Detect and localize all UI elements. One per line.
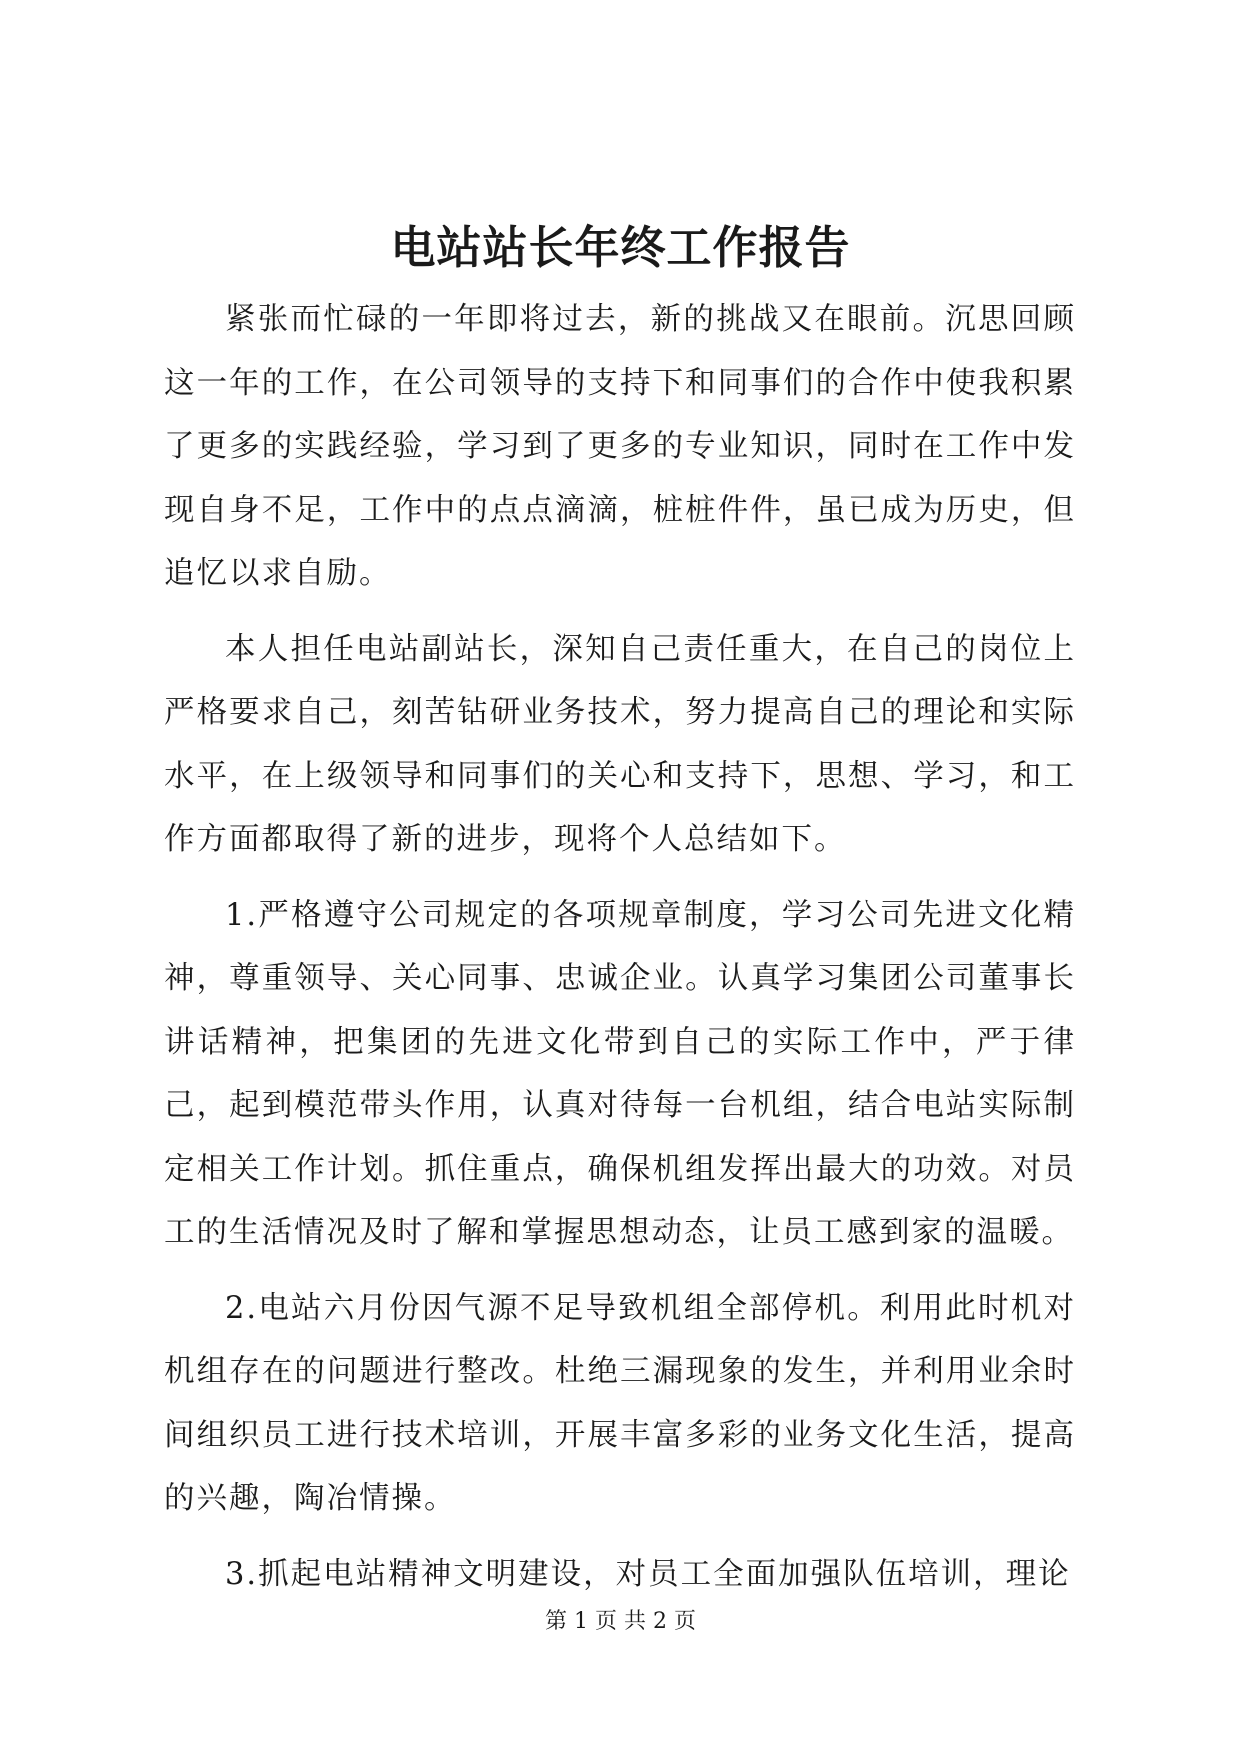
paragraph-item-2: 2.电站六月份因气源不足导致机组全部停机。利用此时机对机组存在的问题进行整改。杜绝三漏现象的发生，并利用业余时间组织员工进行技术培训，开展丰富多彩的业务文化生活，提高的兴趣，陶冶情操。 — [164, 1290, 1076, 1516]
paragraph-role: 本人担任电站副站长，深知自己责任重大，在自己的岗位上严格要求自己，刻苦钻研业务技术，努力提高自己的理论和实际水平，在上级领导和同事们的关心和支持下，思想、学习，和工作方面都取得了新的进步，现将个人总结如下。 — [164, 631, 1076, 857]
paragraph-item-3: 3.抓起电站精神文明建设，对员工全面加强队伍培训，理论 — [225, 1556, 1071, 1592]
document-title: 电站站长年终工作报告 — [390, 221, 851, 274]
paragraph-intro: 紧张而忙碌的一年即将过去，新的挑战又在眼前。沉思回顾这一年的工作，在公司领导的支持下和同事们的合作中使我积累了更多的实践经验，学习到了更多的专业知识，同时在工作中发现自身不足，工作中的点点滴滴，桩桩件件，虽已成为历史，但追忆以求自励。 — [164, 302, 1076, 591]
page-footer: 第 1 页 共 2 页 — [545, 1609, 696, 1634]
paragraph-item-1: 1.严格遵守公司规定的各项规章制度，学习公司先进文化精神，尊重领导、关心同事、忠诚企业。认真学习集团公司董事长讲话精神，把集团的先进文化带到自己的实际工作中，严于律己，起到模范带头作用，认真对待每一台机组，结合电站实际制定相关工作计划。抓住重点，确保机组发挥出最大的功效。对员工的生活情况及时了解和掌握思想动态，让员工感到家的温暖。 — [164, 897, 1076, 1250]
document-body — [164, 288, 1076, 1618]
